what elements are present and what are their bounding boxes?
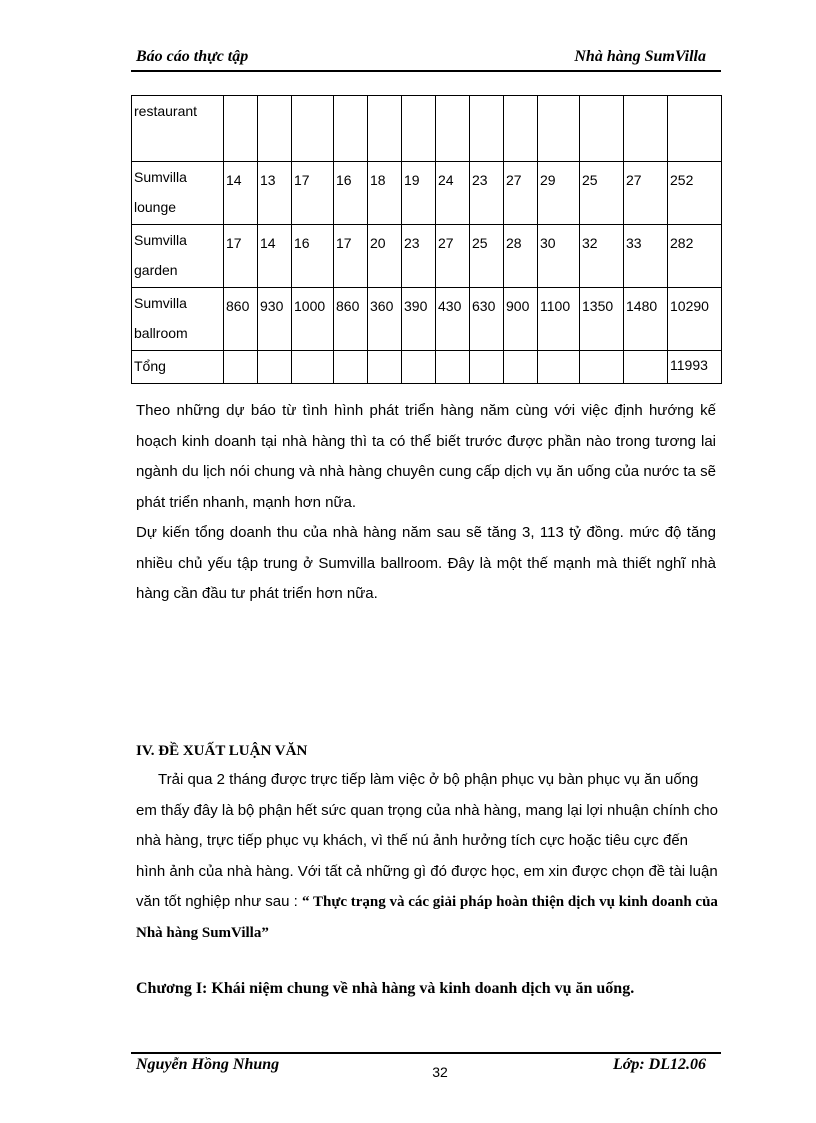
footer-divider <box>131 1052 721 1054</box>
table-cell <box>504 96 538 162</box>
table-cell: 14 <box>224 162 258 225</box>
table-cell <box>334 351 368 384</box>
table-cell: 27 <box>504 162 538 225</box>
table-cell: 1100 <box>538 288 580 351</box>
table-cell: 430 <box>436 288 470 351</box>
table-cell: 20 <box>368 225 402 288</box>
table-cell: 13 <box>258 162 292 225</box>
table-cell: 17 <box>292 162 334 225</box>
table-row <box>132 288 722 351</box>
table-cell: 360 <box>368 288 402 351</box>
table-cell <box>436 351 470 384</box>
table-cell: 33 <box>624 225 668 288</box>
table-row <box>132 162 722 225</box>
table-cell: 900 <box>504 288 538 351</box>
table-row <box>132 351 722 384</box>
table-cell: 30 <box>538 225 580 288</box>
table-cell: 19 <box>402 162 436 225</box>
table-cell <box>292 96 334 162</box>
table-cell: 25 <box>470 225 504 288</box>
section-text: Trải qua 2 tháng được trực tiếp làm việc ở bộ phận phục vụ bàn phục vụ ăn uống em thấy đây là bộ phận hết sức quan trọng của nhà hàng, mang lại lợi nhuận chính cho nhà hàng, trực tiếp phục vụ khách, vì thế nú ảnh hưởng tích cực hoặc tiêu cực đến hình ảnh của nhà hàng. Với tất cả những gì đó được học, em xin được chọn đề tài luận văn tốt nghiệp như sau : <box>136 771 718 910</box>
table-cell: 860 <box>334 288 368 351</box>
section-heading: IV. ĐỀ XUẤT LUẬN VĂN <box>136 743 308 759</box>
table-cell <box>580 96 624 162</box>
table-cell <box>624 351 668 384</box>
table-cell: 630 <box>470 288 504 351</box>
page-number: 32 <box>432 1064 448 1080</box>
table-cell <box>292 351 334 384</box>
header-title-right: Nhà hàng SumVilla <box>574 48 706 65</box>
table-cell <box>402 351 436 384</box>
table-cell: 17 <box>224 225 258 288</box>
table-cell: 27 <box>624 162 668 225</box>
table-cell: 28 <box>504 225 538 288</box>
table-cell: 390 <box>402 288 436 351</box>
table-cell: 860 <box>224 288 258 351</box>
row-label: Tổng <box>132 351 224 384</box>
section-paragraph <box>136 765 718 948</box>
table-cell: 282 <box>668 225 722 288</box>
paragraph-revenue-estimate: Dự kiến tổng doanh thu của nhà hàng năm sau sẽ tăng 3, 113 tỷ đồng. mức độ tăng nhiều chủ yếu tập trung ở Sumvilla ballroom. Đây là một thế mạnh mà thiết nghĩ nhà hàng cần đầu tư phát triển hơn nữa. <box>136 524 716 602</box>
table-cell: 16 <box>292 225 334 288</box>
revenue-table <box>131 95 722 384</box>
table-cell <box>538 351 580 384</box>
table-cell <box>402 96 436 162</box>
chapter-title: Chương I: Khái niệm chung về nhà hàng và kinh doanh dịch vụ ăn uống. <box>136 980 635 997</box>
table-cell: 11993 <box>668 351 722 384</box>
table-cell <box>258 351 292 384</box>
table-cell <box>224 96 258 162</box>
header-divider <box>131 70 721 72</box>
table-cell: 1000 <box>292 288 334 351</box>
table-cell: 23 <box>470 162 504 225</box>
table-cell: 252 <box>668 162 722 225</box>
table-cell: 14 <box>258 225 292 288</box>
footer-class: Lớp: DL12.06 <box>612 1056 706 1073</box>
table-cell: 27 <box>436 225 470 288</box>
table-cell <box>470 351 504 384</box>
row-label: Sumvilla lounge <box>132 162 224 225</box>
table-cell <box>580 351 624 384</box>
table-cell <box>334 96 368 162</box>
table-cell <box>504 351 538 384</box>
table-cell: 24 <box>436 162 470 225</box>
table-row <box>132 96 722 162</box>
table-cell: 25 <box>580 162 624 225</box>
row-label: restaurant <box>132 96 224 162</box>
table-row <box>132 225 722 288</box>
thesis-title: “ Thực trạng và các giải pháp hoàn thiện dịch vụ kinh doanh của Nhà hàng SumVilla” <box>136 894 718 941</box>
paragraph-forecast: Theo những dự báo từ tình hình phát triển hàng năm cùng với việc định hướng kế hoạch kinh doanh tại nhà hàng thì ta có thể biết trước được phần nào trong tương lai ngành du lịch nói chung và nhà hàng chuyên cung cấp dịch vụ ăn uống của nước ta sẽ phát triển nhanh, mạnh hơn nữa. <box>136 402 716 511</box>
table-cell <box>668 96 722 162</box>
table-cell: 23 <box>402 225 436 288</box>
table-cell: 10290 <box>668 288 722 351</box>
table-cell: 16 <box>334 162 368 225</box>
table-cell <box>258 96 292 162</box>
table-cell: 930 <box>258 288 292 351</box>
table-cell <box>624 96 668 162</box>
table-cell: 32 <box>580 225 624 288</box>
table-cell: 1350 <box>580 288 624 351</box>
row-label: Sumvilla ballroom <box>132 288 224 351</box>
table-cell: 1480 <box>624 288 668 351</box>
table-cell: 17 <box>334 225 368 288</box>
table-cell <box>368 96 402 162</box>
footer-author: Nguyễn Hồng Nhung <box>136 1056 280 1073</box>
table-cell <box>368 351 402 384</box>
table-cell: 29 <box>538 162 580 225</box>
table-cell <box>470 96 504 162</box>
header-title-left: Báo cáo thực tập <box>136 48 249 65</box>
table-cell <box>224 351 258 384</box>
table-cell: 18 <box>368 162 402 225</box>
table-cell <box>436 96 470 162</box>
row-label: Sumvilla garden <box>132 225 224 288</box>
table-cell <box>538 96 580 162</box>
